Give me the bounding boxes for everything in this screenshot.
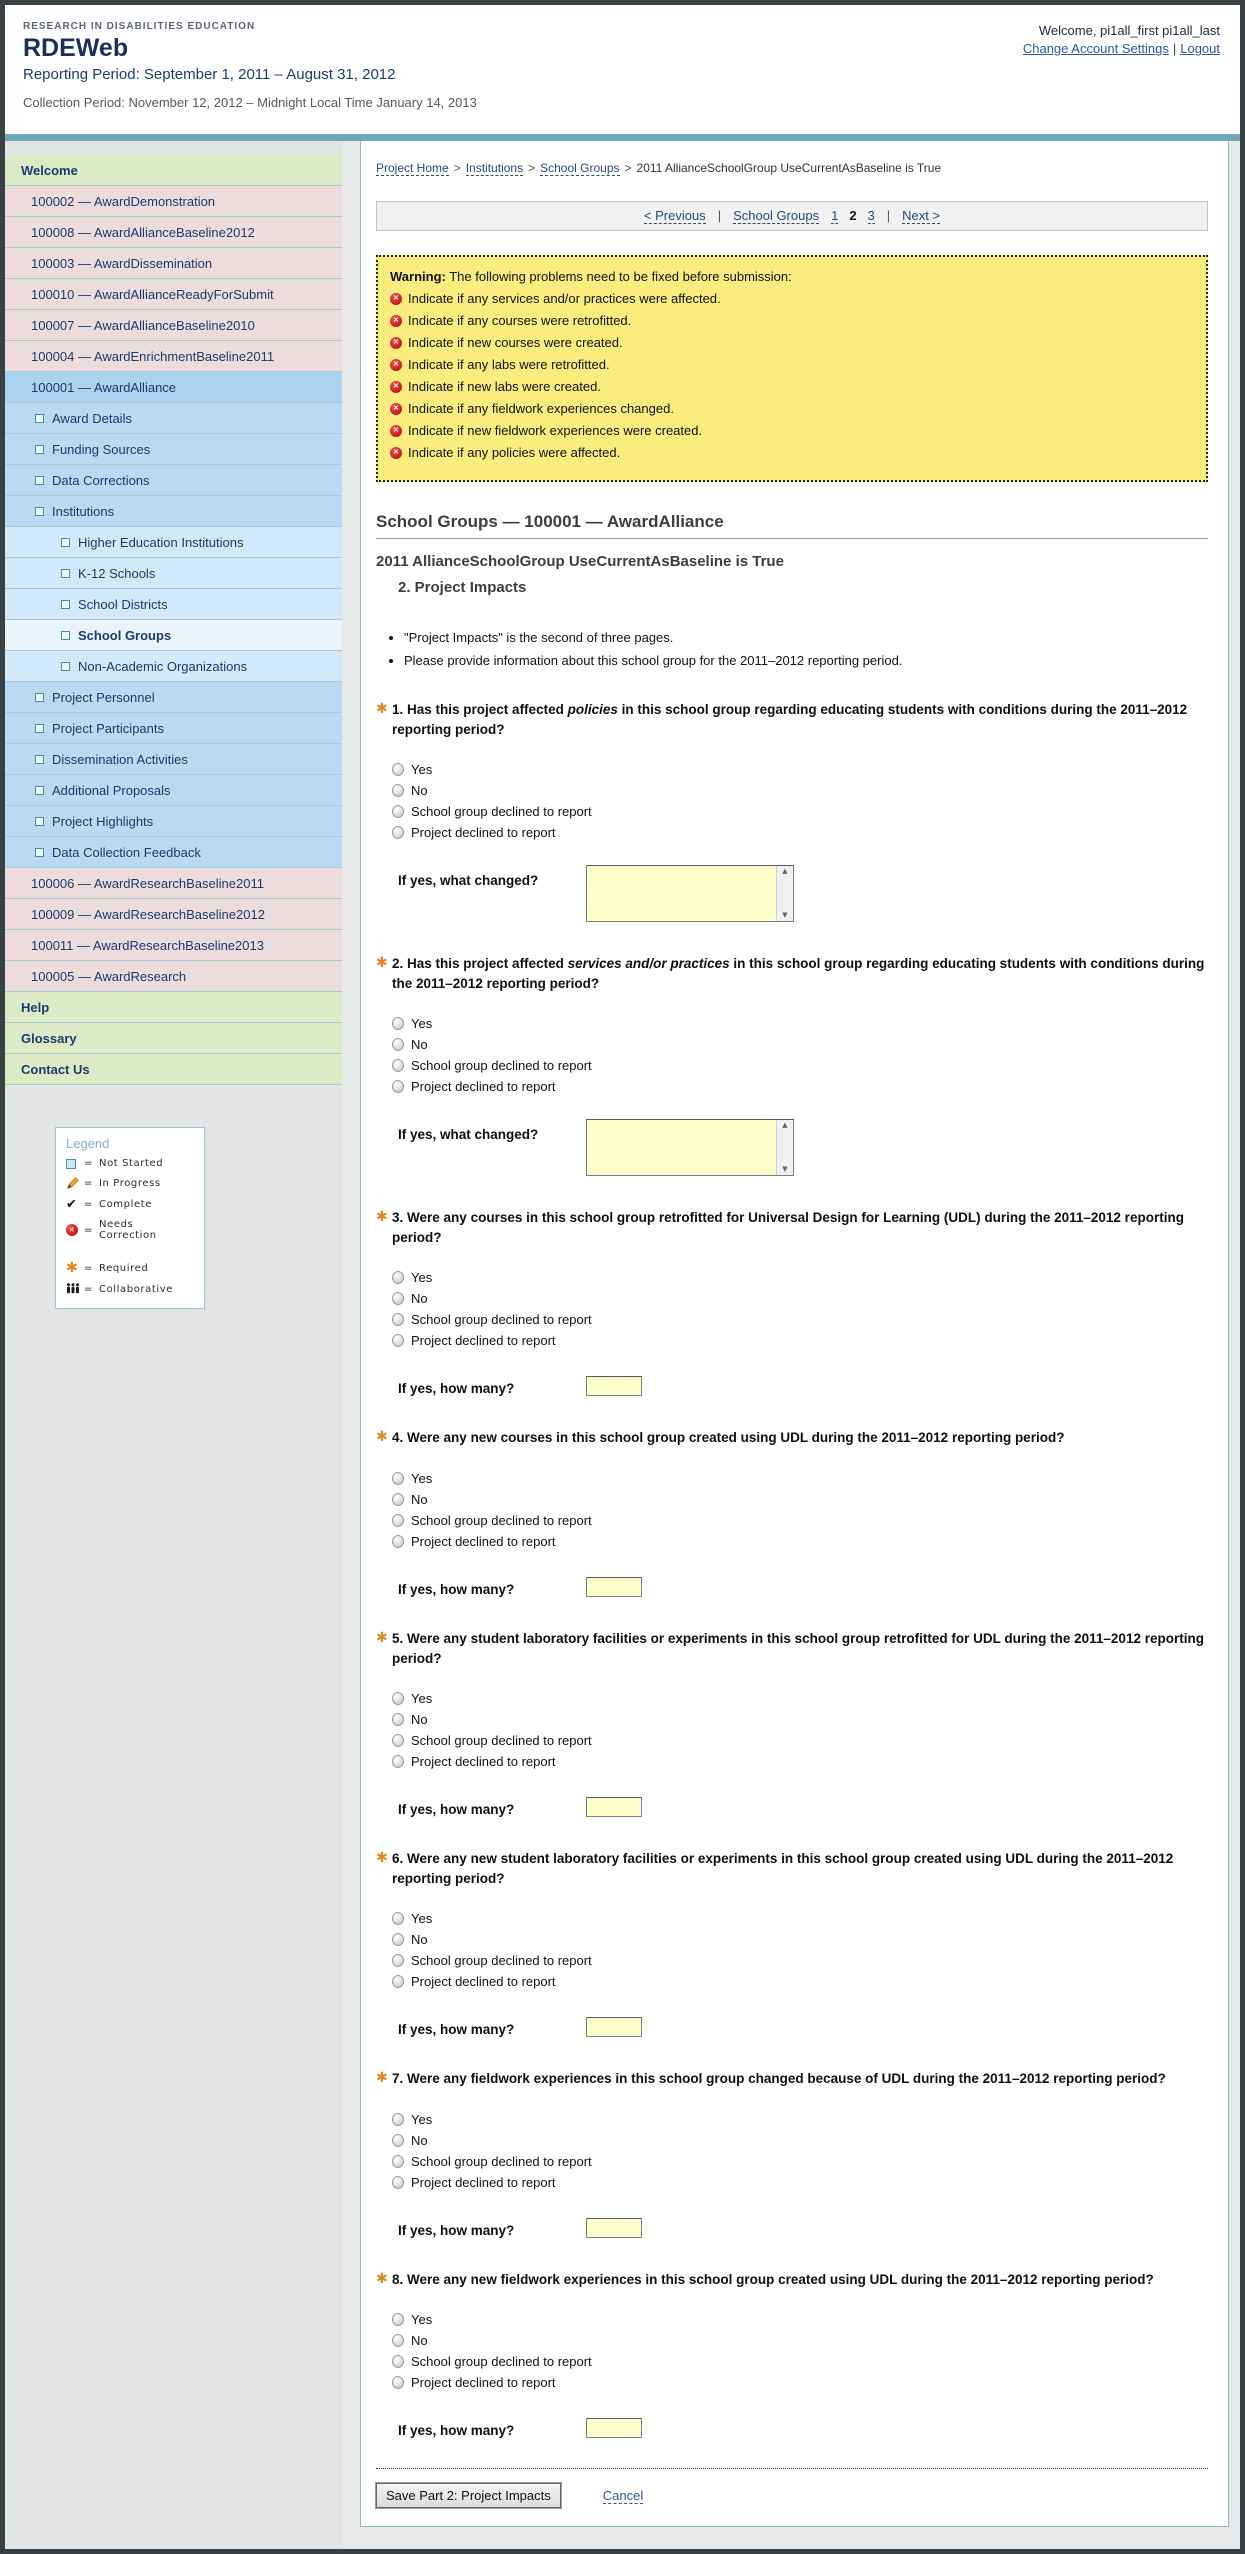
- radio-button-icon[interactable]: [392, 2155, 404, 2168]
- followup-label: If yes, how many?: [398, 2423, 515, 2439]
- page-title: School Groups — 100001 — AwardAlliance: [376, 512, 1208, 539]
- header: [5, 5, 1240, 134]
- not-started-icon: [66, 1159, 76, 1169]
- sidebar-item-label: Welcome: [21, 162, 78, 178]
- sidebar-item[interactable]: [5, 496, 342, 527]
- question-text: 8. Were any new fieldwork experiences in this school group created using UDL during the 2011–2012 reporting period?: [392, 2271, 1154, 2287]
- radio-group: [392, 2109, 1208, 2193]
- how-many-input[interactable]: [586, 2418, 642, 2438]
- radio-option-school-group-declined[interactable]: School group declined to report: [392, 1309, 1208, 1330]
- warning-item: [390, 310, 1194, 332]
- sidebar-item[interactable]: [5, 403, 342, 434]
- required-icon: [376, 1428, 392, 1597]
- breadcrumb-school-groups[interactable]: School Groups: [540, 161, 620, 175]
- legend-label: Needs Correction: [98, 1219, 157, 1241]
- sidebar-item[interactable]: [5, 713, 342, 744]
- legend-label: In Progress: [98, 1177, 161, 1189]
- not-started-icon: [61, 569, 70, 578]
- radio-option-yes[interactable]: Yes: [392, 759, 1208, 780]
- sidebar-item-label: 100011 — AwardResearchBaseline2013: [31, 937, 264, 953]
- radio-button-icon[interactable]: [392, 805, 404, 818]
- previous-page-link[interactable]: < Previous: [643, 208, 706, 223]
- warning-box: [376, 255, 1208, 482]
- radio-button-icon[interactable]: [392, 826, 404, 839]
- legend-item: = Collaborative: [66, 1283, 194, 1296]
- not-started-icon: [35, 445, 44, 454]
- needs-correction-icon: [66, 1224, 78, 1236]
- not-started-icon: [35, 476, 44, 485]
- radio-option-yes[interactable]: Yes: [392, 1013, 1208, 1034]
- radio-button-icon[interactable]: [392, 1933, 404, 1946]
- radio-button-icon[interactable]: [392, 1059, 404, 1072]
- followup-row: [392, 2415, 1208, 2438]
- radio-button-icon[interactable]: [392, 1713, 404, 1726]
- pagination-bar: < Previous | School Groups 1 2 3 | Next >: [376, 201, 1208, 231]
- radio-button-icon[interactable]: [392, 1514, 404, 1527]
- needs-correction-icon: [390, 381, 402, 393]
- page-subtitle: 2011 AllianceSchoolGroup UseCurrentAsBaseline is True: [376, 553, 784, 570]
- warning-item-text: Indicate if any fieldwork experiences changed.: [408, 401, 674, 416]
- needs-correction-icon: [390, 425, 402, 437]
- question-number: 7.: [392, 2071, 404, 2087]
- legend-item: = Not Started: [66, 1158, 194, 1169]
- sidebar-item-label: Data Collection Feedback: [52, 844, 201, 860]
- needs-correction-icon: [390, 337, 402, 349]
- sidebar-item[interactable]: [5, 1023, 342, 1054]
- radio-option-yes[interactable]: Yes: [392, 1688, 1208, 1709]
- question-block: [376, 700, 1208, 922]
- legend-label: Not Started: [98, 1158, 164, 1169]
- change-account-settings-link[interactable]: Change Account Settings: [1022, 41, 1169, 56]
- breadcrumb: Project Home > Institutions > School Groups > 2011 AllianceSchoolGroup UseCurrentAsBaseline is True: [376, 161, 942, 175]
- sidebar-item[interactable]: [5, 1054, 342, 1085]
- followup-label: If yes, how many?: [398, 1802, 515, 1818]
- sidebar-item[interactable]: [5, 992, 342, 1023]
- breadcrumb-project-home[interactable]: Project Home: [376, 161, 449, 175]
- not-started-icon: [35, 693, 44, 702]
- sidebar-item-label: School Groups: [78, 627, 172, 643]
- needs-correction-icon: [390, 315, 402, 327]
- page-1-link[interactable]: 1: [831, 208, 839, 223]
- scroll-down-icon[interactable]: [782, 912, 787, 919]
- breadcrumb-institutions[interactable]: Institutions: [465, 161, 524, 175]
- radio-button-icon[interactable]: [392, 763, 404, 776]
- sidebar-item-label: Data Corrections: [52, 472, 150, 488]
- sidebar-item[interactable]: [5, 527, 342, 558]
- what-changed-textarea[interactable]: [586, 865, 794, 922]
- collection-period: Collection Period: November 12, 2012 – Midnight Local Time January 14, 2013: [23, 95, 477, 110]
- radio-button-icon[interactable]: [392, 1493, 404, 1506]
- sidebar-item-label: Higher Education Institutions: [78, 534, 244, 550]
- scroll-up-icon[interactable]: [782, 1122, 787, 1129]
- question-number: 2.: [392, 956, 404, 972]
- radio-button-icon[interactable]: [392, 1535, 404, 1548]
- legend-item: = In Progress: [66, 1176, 194, 1190]
- radio-option-project-declined[interactable]: Project declined to report: [392, 1531, 1208, 1552]
- reporting-period: Reporting Period: September 1, 2011 – August 31, 2012: [23, 66, 396, 83]
- radio-option-school-group-declined[interactable]: School group declined to report: [392, 801, 1208, 822]
- sidebar-item-label: Project Participants: [52, 720, 164, 736]
- radio-option-yes[interactable]: Yes: [392, 1468, 1208, 1489]
- sidebar-item[interactable]: [5, 341, 342, 372]
- followup-row: [392, 1574, 1208, 1597]
- radio-button-icon[interactable]: [392, 1975, 404, 1988]
- legend-box: [55, 1127, 205, 1309]
- warning-item: [390, 442, 1194, 464]
- question-block: [376, 1208, 1208, 1396]
- needs-correction-icon: [390, 293, 402, 305]
- radio-button-icon[interactable]: [392, 784, 404, 797]
- question-number: 3.: [392, 1210, 404, 1226]
- radio-group: [392, 1013, 1208, 1097]
- followup-label: If yes, how many?: [398, 1581, 515, 1597]
- legend-label: Collaborative: [98, 1284, 174, 1295]
- sidebar-item[interactable]: [5, 868, 342, 899]
- required-icon: [376, 1629, 392, 1817]
- sidebar-item-label: Project Highlights: [52, 813, 154, 829]
- radio-button-icon[interactable]: [392, 2376, 404, 2389]
- sidebar-item[interactable]: [5, 310, 342, 341]
- note-item: • "Project Impacts" is the second of three pages.: [404, 630, 1208, 645]
- question-number: 6.: [392, 1851, 404, 1867]
- radio-button-icon[interactable]: [392, 1692, 404, 1705]
- followup-label: If yes, what changed?: [398, 873, 539, 889]
- radio-option-school-group-declined[interactable]: School group declined to report: [392, 2351, 1208, 2372]
- form-actions: [376, 2483, 1208, 2508]
- sidebar-item[interactable]: [5, 930, 342, 961]
- question-number: 8.: [392, 2271, 404, 2287]
- radio-button-icon[interactable]: [392, 2355, 404, 2368]
- legend-item: ✕ = Needs Correction: [66, 1219, 194, 1241]
- warning-item: [390, 288, 1194, 310]
- radio-group: [392, 1468, 1208, 1552]
- sidebar-item-label: Institutions: [52, 503, 115, 519]
- radio-button-icon[interactable]: [392, 1271, 404, 1284]
- radio-option-project-declined[interactable]: Project declined to report: [392, 822, 1208, 843]
- radio-button-icon[interactable]: [392, 1954, 404, 1967]
- note-item: • Please provide information about this school group for the 2011–2012 reporting period.: [404, 653, 1208, 668]
- how-many-input[interactable]: [586, 2017, 642, 2037]
- sidebar-item-label: Project Personnel: [52, 689, 155, 705]
- radio-option-project-declined[interactable]: Project declined to report: [392, 2372, 1208, 2393]
- sidebar-item[interactable]: [5, 217, 342, 248]
- warning-item: [390, 332, 1194, 354]
- not-started-icon: [35, 786, 44, 795]
- sidebar-item-label: 100001 — AwardAlliance: [31, 379, 177, 395]
- radio-button-icon[interactable]: [392, 2134, 404, 2147]
- followup-row: [392, 2014, 1208, 2037]
- not-started-icon: [61, 631, 70, 640]
- warning-item-text: Indicate if any courses were retrofitted.: [408, 313, 632, 328]
- sidebar-item[interactable]: [5, 372, 342, 403]
- sidebar-item-label: 100005 — AwardResearch: [31, 968, 187, 984]
- required-icon: [376, 700, 392, 922]
- sidebar-item[interactable]: [5, 899, 342, 930]
- followup-label: If yes, how many?: [398, 2022, 515, 2038]
- how-many-input[interactable]: [586, 1577, 642, 1597]
- radio-button-icon[interactable]: [392, 1472, 404, 1485]
- question-block: [376, 954, 1208, 1176]
- radio-button-icon[interactable]: [392, 1292, 404, 1305]
- legend-title: Legend: [66, 1136, 110, 1151]
- warning-item-text: Indicate if any policies were affected.: [408, 445, 621, 460]
- question-block: [376, 2069, 1208, 2238]
- needs-correction-icon: [390, 403, 402, 415]
- warning-item-text: Indicate if new fieldwork experiences were created.: [408, 423, 703, 438]
- radio-button-icon[interactable]: [392, 2113, 404, 2126]
- radio-option-school-group-declined[interactable]: School group declined to report: [392, 1730, 1208, 1751]
- radio-option-project-declined[interactable]: Project declined to report: [392, 1076, 1208, 1097]
- sidebar-item[interactable]: [5, 961, 342, 992]
- page-3-link[interactable]: 3: [867, 208, 875, 223]
- question-text: 6. Were any new student laboratory facilities or experiments in this school group created using UDL during the 2011–2012 reporting period?: [392, 1851, 1174, 1886]
- radio-group: [392, 759, 1208, 843]
- how-many-input[interactable]: [586, 2218, 642, 2238]
- how-many-input[interactable]: [586, 1797, 642, 1817]
- scroll-down-icon[interactable]: [782, 1166, 787, 1173]
- radio-group: [392, 1908, 1208, 1992]
- sidebar-item[interactable]: [5, 589, 342, 620]
- sidebar-item[interactable]: [5, 434, 342, 465]
- radio-option-no[interactable]: No: [392, 1929, 1208, 1950]
- followup-label: If yes, how many?: [398, 1381, 515, 1397]
- page-notes: [404, 630, 1208, 668]
- radio-button-icon[interactable]: [392, 1334, 404, 1347]
- warning-title: Warning:: [390, 269, 446, 284]
- questions: [376, 700, 1208, 2438]
- legend-item: ✔ = Complete: [66, 1197, 194, 1212]
- sidebar-item[interactable]: [5, 279, 342, 310]
- radio-group: [392, 1688, 1208, 1772]
- legend-item: ✱ = Required: [66, 1260, 194, 1276]
- sidebar-item[interactable]: [5, 806, 342, 837]
- not-started-icon: [61, 662, 70, 671]
- radio-option-yes[interactable]: Yes: [392, 1908, 1208, 1929]
- header-right: [1023, 21, 1220, 134]
- radio-button-icon[interactable]: [392, 2176, 404, 2189]
- question-block: [376, 1849, 1208, 2037]
- sidebar-item-label: K-12 Schools: [78, 565, 156, 581]
- required-icon: [376, 1208, 392, 1396]
- warning-item-text: Indicate if new labs were created.: [408, 379, 601, 394]
- textarea-scrollbar[interactable]: [776, 866, 793, 921]
- header-left: [23, 21, 477, 134]
- sidebar-item[interactable]: [5, 558, 342, 589]
- org-name: RESEARCH IN DISABILITIES EDUCATION: [23, 21, 256, 32]
- radio-option-school-group-declined[interactable]: School group declined to report: [392, 2151, 1208, 2172]
- sidebar-item-label: 100008 — AwardAllianceBaseline2012: [31, 224, 255, 240]
- sidebar-item-label: School Districts: [78, 596, 168, 612]
- not-started-icon: [35, 848, 44, 857]
- radio-option-project-declined[interactable]: Project declined to report: [392, 2172, 1208, 2193]
- sidebar-item-label: 100004 — AwardEnrichmentBaseline2011: [31, 348, 275, 364]
- sidebar-item[interactable]: [5, 775, 342, 806]
- radio-option-project-declined[interactable]: Project declined to report: [392, 1971, 1208, 1992]
- radio-button-icon[interactable]: [392, 1313, 404, 1326]
- radio-group: [392, 2309, 1208, 2393]
- form-divider: [376, 2468, 1208, 2469]
- sidebar-item-label: 100009 — AwardResearchBaseline2012: [31, 906, 265, 922]
- warning-item: [390, 398, 1194, 420]
- sidebar-item[interactable]: [5, 682, 342, 713]
- not-started-icon: [35, 414, 44, 423]
- needs-correction-icon: [390, 447, 402, 459]
- radio-option-yes[interactable]: Yes: [392, 2109, 1208, 2130]
- question-number: 1.: [392, 702, 404, 717]
- sidebar-item[interactable]: [5, 155, 342, 186]
- radio-option-no[interactable]: No: [392, 1288, 1208, 1309]
- radio-button-icon[interactable]: [392, 1080, 404, 1093]
- sidebar-item-label: 100006 — AwardResearchBaseline2011: [31, 875, 264, 891]
- complete-icon: [66, 1197, 78, 1212]
- question-text: 1. Has this project affected policies in this school group regarding educating students with conditions during the 2011–2012 reporting period?: [392, 702, 1188, 737]
- required-icon: [66, 1260, 78, 1276]
- radio-button-icon[interactable]: [392, 1755, 404, 1768]
- radio-button-icon[interactable]: [392, 1734, 404, 1747]
- question-text: 4. Were any new courses in this school group created using UDL during the 2011–2012 reporting period?: [392, 1430, 1065, 1446]
- followup-row: [392, 1794, 1208, 1817]
- followup-row: [392, 1119, 1208, 1176]
- sidebar-item[interactable]: [5, 744, 342, 775]
- warning-item-text: Indicate if any labs were retrofitted.: [408, 357, 610, 372]
- welcome-user: Welcome, pi1all_first pi1all_last: [1038, 23, 1220, 38]
- radio-group: [392, 1267, 1208, 1351]
- radio-button-icon[interactable]: [392, 1017, 404, 1030]
- sidebar-item[interactable]: [5, 620, 342, 651]
- sidebar-item[interactable]: [5, 465, 342, 496]
- required-icon: [376, 2270, 392, 2439]
- not-started-icon: [35, 817, 44, 826]
- not-started-icon: [35, 507, 44, 516]
- sidebar-item-label: Contact Us: [21, 1061, 90, 1077]
- warning-item: [390, 420, 1194, 442]
- radio-button-icon[interactable]: [392, 1038, 404, 1051]
- school-groups-link[interactable]: School Groups: [733, 208, 820, 223]
- radio-option-no[interactable]: No: [392, 1709, 1208, 1730]
- warning-item-text: Indicate if any services and/or practices were affected.: [408, 291, 721, 306]
- how-many-input[interactable]: [586, 1376, 642, 1396]
- not-started-icon: [35, 724, 44, 733]
- followup-row: [392, 865, 1208, 922]
- legend-label: Complete: [98, 1199, 152, 1210]
- app-title: RDEWeb: [23, 34, 129, 62]
- followup-label: If yes, what changed?: [398, 1127, 539, 1143]
- required-icon: [376, 2069, 392, 2238]
- sidebar-item-label: Glossary: [21, 1030, 77, 1046]
- warning-item: [390, 354, 1194, 376]
- question-text: 3. Were any courses in this school group retrofitted for Universal Design for Learning (UDL) during the 2011–2012 reporting period?: [392, 1210, 1184, 1245]
- warning-item: [390, 376, 1194, 398]
- radio-option-yes[interactable]: Yes: [392, 1267, 1208, 1288]
- warning-item-text: Indicate if new courses were created.: [408, 335, 623, 350]
- question-text: 7. Were any fieldwork experiences in this school group changed because of UDL during the 2011–2012 reporting period?: [392, 2071, 1166, 2087]
- sidebar-item-label: 100007 — AwardAllianceBaseline2010: [31, 317, 255, 333]
- radio-option-no[interactable]: No: [392, 1034, 1208, 1055]
- next-page-link[interactable]: Next >: [902, 208, 941, 223]
- radio-option-yes[interactable]: Yes: [392, 2309, 1208, 2330]
- radio-option-school-group-declined[interactable]: School group declined to report: [392, 1950, 1208, 1971]
- not-started-icon: [61, 538, 70, 547]
- question-text: 5. Were any student laboratory facilities or experiments in this school group retrofitted for UDL during the 2011–2012 reporting period?: [392, 1630, 1204, 1666]
- main-content: [360, 141, 1229, 2527]
- radio-option-no[interactable]: No: [392, 1489, 1208, 1510]
- collaborative-icon: [66, 1283, 80, 1296]
- sidebar-item-label: Additional Proposals: [52, 782, 171, 798]
- warning-list: [390, 288, 1194, 464]
- what-changed-textarea[interactable]: [586, 1119, 794, 1176]
- radio-option-project-declined[interactable]: Project declined to report: [392, 1751, 1208, 1772]
- sidebar-nav: [5, 155, 342, 1085]
- breadcrumb-current: 2011 AllianceSchoolGroup UseCurrentAsBaseline is True: [636, 161, 942, 175]
- header-link-separator: |: [1172, 41, 1177, 56]
- sidebar-item-label: 100003 — AwardDissemination: [31, 255, 213, 271]
- radio-option-school-group-declined[interactable]: School group declined to report: [392, 1510, 1208, 1531]
- textarea-scrollbar[interactable]: [776, 1120, 793, 1175]
- logout-link[interactable]: Logout: [1180, 41, 1220, 56]
- radio-option-school-group-declined[interactable]: School group declined to report: [392, 1055, 1208, 1076]
- followup-label: If yes, how many?: [398, 2222, 515, 2238]
- sidebar-item-label: Help: [21, 999, 50, 1015]
- question-number: 5.: [392, 1630, 404, 1646]
- current-page: 2: [849, 208, 857, 223]
- sidebar-item-label: Non-Academic Organizations: [78, 658, 248, 674]
- radio-option-no[interactable]: No: [392, 2130, 1208, 2151]
- cancel-link[interactable]: Cancel: [602, 2487, 644, 2503]
- legend-label: Required: [98, 1262, 149, 1274]
- sidebar-item-label: Dissemination Activities: [52, 751, 188, 767]
- radio-option-project-declined[interactable]: Project declined to report: [392, 1330, 1208, 1351]
- radio-button-icon[interactable]: [392, 2313, 404, 2326]
- radio-button-icon[interactable]: [392, 1912, 404, 1925]
- radio-option-no[interactable]: No: [392, 2330, 1208, 2351]
- not-started-icon: [35, 755, 44, 764]
- not-started-icon: [61, 600, 70, 609]
- section-title: 2. Project Impacts: [398, 579, 527, 596]
- sidebar-item[interactable]: [5, 186, 342, 217]
- question-number: 4.: [392, 1430, 404, 1446]
- question-text: 2. Has this project affected services and/or practices in this school group regarding educating students with conditions during the 2011–2012 reporting period?: [392, 956, 1205, 991]
- header-divider-bar: [5, 134, 1240, 141]
- required-icon: [376, 1849, 392, 2037]
- question-block: [376, 1428, 1208, 1597]
- followup-row: [392, 2215, 1208, 2238]
- required-icon: [376, 954, 392, 1176]
- sidebar-item-label: 100002 — AwardDemonstration: [31, 193, 216, 209]
- sidebar: [5, 141, 342, 2554]
- radio-button-icon[interactable]: [392, 2334, 404, 2347]
- scroll-up-icon[interactable]: [782, 868, 787, 875]
- sidebar-item[interactable]: [5, 248, 342, 279]
- followup-row: [392, 1373, 1208, 1396]
- needs-correction-icon: [390, 359, 402, 371]
- save-button[interactable]: Save Part 2: Project Impacts: [376, 2483, 561, 2508]
- sidebar-item-label: Award Details: [52, 410, 132, 426]
- sidebar-item[interactable]: [5, 651, 342, 682]
- in-progress-icon: [66, 1176, 80, 1190]
- sidebar-item-label: 100010 — AwardAllianceReadyForSubmit: [31, 286, 274, 302]
- question-block: [376, 2270, 1208, 2439]
- sidebar-item-label: Funding Sources: [52, 441, 151, 457]
- sidebar-item[interactable]: [5, 837, 342, 868]
- question-block: [376, 1629, 1208, 1817]
- warning-intro: The following problems need to be fixed before submission:: [445, 269, 792, 284]
- radio-option-no[interactable]: No: [392, 780, 1208, 801]
